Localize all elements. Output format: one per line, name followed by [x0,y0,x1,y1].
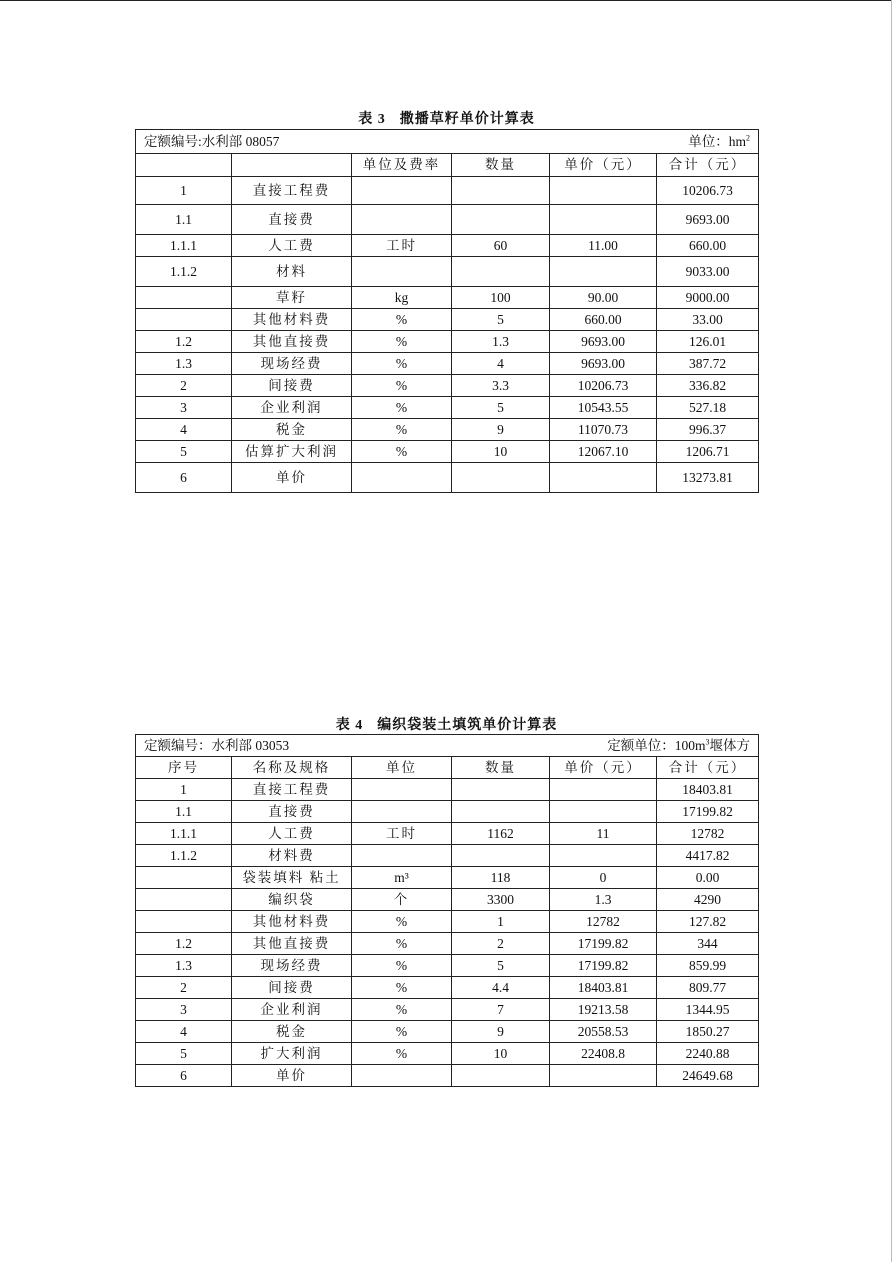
table-cell-col-quantity: 9 [452,419,550,441]
table-cell-col-name: 税金 [232,419,352,441]
table4-title [135,714,758,734]
table-cell-col-unit-price: 11070.73 [550,419,657,441]
table-cell-col-unit-price: 17199.82 [550,955,657,977]
table-cell-col-quantity: 5 [452,955,550,977]
table-cell-col-unit [352,257,452,287]
table-cell-col-total: 10206.73 [657,177,759,205]
table-cell-col-name: 现场经费 [232,353,352,375]
table-cell-col-total: 126.01 [657,331,759,353]
table3-quota-number: 定额编号:水利部 08057 [144,133,280,149]
table-cell-col-total: 9033.00 [657,257,759,287]
table-cell-col-unit: % [352,419,452,441]
table-row [136,911,759,933]
table3-title-text: 撒播草籽单价计算表 [399,112,535,127]
table3-unit-text: 单位：hm [688,133,746,149]
table-cell-col-quantity: 4 [452,353,550,375]
table-cell-col-quantity: 7 [452,999,550,1021]
table-cell-col-quantity: 1 [452,911,550,933]
table-cell-col-name: 扩大利润 [232,1043,352,1065]
table-row [136,801,759,823]
table-row [136,955,759,977]
table-cell-col-unit: % [352,441,452,463]
table-cell-col-unit: 工时 [352,823,452,845]
table-cell-col-index: 6 [136,463,232,493]
table-cell-col-total: 387.72 [657,353,759,375]
table-cell-col-index: 1.2 [136,933,232,955]
table-cell-col-index [136,287,232,309]
table-cell-col-index [136,911,232,933]
table4-header-row [136,757,759,779]
table3-header-col-total: 合计（元） [657,154,759,177]
table-cell-col-unit-price [550,463,657,493]
table-row [136,235,759,257]
table-cell-col-total: 127.82 [657,911,759,933]
table-cell-col-quantity [452,801,550,823]
table-cell-col-total: 4290 [657,889,759,911]
table-cell-col-quantity: 1162 [452,823,550,845]
table-cell-col-quantity: 100 [452,287,550,309]
table4-meta-row [136,735,759,757]
table-cell-col-unit: % [352,911,452,933]
table4-title-number: 表 4 [335,718,364,733]
table4-title-text: 编织袋装土填筑单价计算表 [377,718,558,733]
table4-unit-text: 定额单位：100m [607,737,706,753]
table-cell-col-unit-price: 0 [550,867,657,889]
table-cell-col-quantity: 2 [452,933,550,955]
table-cell-col-index [136,889,232,911]
table-cell-col-index [136,867,232,889]
table-cell-col-total: 809.77 [657,977,759,999]
table-cell-col-name: 单价 [232,463,352,493]
table-cell-col-quantity: 60 [452,235,550,257]
table-cell-col-name: 税金 [232,1021,352,1043]
table-row [136,999,759,1021]
table-row [136,257,759,287]
table-row [136,177,759,205]
table-cell-col-total: 18403.81 [657,779,759,801]
table4 [135,734,759,1087]
table-cell-col-unit-price [550,205,657,235]
table-row [136,1021,759,1043]
table-cell-col-name: 估算扩大利润 [232,441,352,463]
table3 [135,129,759,493]
table-cell-col-index: 2 [136,977,232,999]
table3-header-col-unit: 单位及费率 [352,154,452,177]
table-cell-col-quantity [452,1065,550,1087]
table-cell-col-total: 9693.00 [657,205,759,235]
table-cell-col-unit: % [352,1043,452,1065]
table-cell-col-total: 1850.27 [657,1021,759,1043]
table-cell-col-quantity [452,779,550,801]
table-cell-col-index: 2 [136,375,232,397]
table-cell-col-unit-price: 18403.81 [550,977,657,999]
table-cell-col-quantity [452,205,550,235]
table-cell-col-quantity: 3.3 [452,375,550,397]
table-cell-col-name: 单价 [232,1065,352,1087]
table4-header-col-index: 序号 [136,757,232,779]
table-cell-col-index: 5 [136,1043,232,1065]
table-cell-col-unit-price [550,801,657,823]
table-cell-col-total: 33.00 [657,309,759,331]
table-cell-col-unit: % [352,331,452,353]
table-cell-col-index: 1 [136,779,232,801]
table4-unit-suffix: 堰体方 [709,737,750,753]
table-cell-col-total: 12782 [657,823,759,845]
table-cell-col-name: 人工费 [232,823,352,845]
table-cell-col-quantity: 3300 [452,889,550,911]
table-row [136,397,759,419]
table-cell-col-index: 1.1.1 [136,823,232,845]
table-row [136,441,759,463]
table-cell-col-total: 0.00 [657,867,759,889]
table-cell-col-quantity [452,845,550,867]
table-cell-col-total: 24649.68 [657,1065,759,1087]
table-cell-col-total: 2240.88 [657,1043,759,1065]
table-cell-col-unit: % [352,933,452,955]
table-cell-col-unit-price [550,257,657,287]
table-row [136,977,759,999]
table4-header-col-total: 合计（元） [657,757,759,779]
table-cell-col-name: 现场经费 [232,955,352,977]
table-cell-col-index: 3 [136,397,232,419]
table-cell-col-unit-price: 9693.00 [550,353,657,375]
table-cell-col-total: 660.00 [657,235,759,257]
table-cell-col-unit: % [352,1021,452,1043]
table4-unit [607,739,750,753]
table4-unit-superscript: 3 [705,737,710,747]
table3-header-row [136,154,759,177]
table-row [136,867,759,889]
table-cell-col-unit: % [352,999,452,1021]
table3-meta-row [136,130,759,154]
table-cell-col-unit: m³ [352,867,452,889]
table4-header-col-unit: 单位 [352,757,452,779]
table3-title [135,108,758,128]
table4-header-col-unit-price: 单价（元） [550,757,657,779]
table-row [136,353,759,375]
table-cell-col-name: 其他直接费 [232,933,352,955]
table-cell-col-index: 4 [136,1021,232,1043]
table3-header-col-index [136,154,232,177]
table-row [136,1043,759,1065]
table3-header-col-quantity: 数量 [452,154,550,177]
table-cell-col-name: 间接费 [232,977,352,999]
table-cell-col-index: 1.1.1 [136,235,232,257]
table-cell-col-unit-price: 1.3 [550,889,657,911]
table-cell-col-total: 336.82 [657,375,759,397]
table-row [136,1065,759,1087]
table-cell-col-unit-price: 19213.58 [550,999,657,1021]
table-cell-col-index: 1.2 [136,331,232,353]
table3-header-col-name [232,154,352,177]
table-cell-col-unit-price: 10206.73 [550,375,657,397]
table-cell-col-name: 人工费 [232,235,352,257]
table-cell-col-index [136,309,232,331]
table-row [136,287,759,309]
table-cell-col-name: 其他材料费 [232,911,352,933]
table-cell-col-quantity [452,463,550,493]
table4-quota-number: 定额编号：水利部 03053 [144,737,290,753]
table-cell-col-unit-price: 12782 [550,911,657,933]
table-cell-col-quantity: 118 [452,867,550,889]
table-row [136,205,759,235]
table-cell-col-index: 1.1 [136,801,232,823]
table-cell-col-unit: 工时 [352,235,452,257]
table-cell-col-index: 1.3 [136,353,232,375]
table3-unit [688,135,750,149]
table-cell-col-name: 其他直接费 [232,331,352,353]
table3-unit-superscript: 2 [746,133,750,143]
table4-header-col-name: 名称及规格 [232,757,352,779]
table-row [136,933,759,955]
table-cell-col-index: 1 [136,177,232,205]
table-cell-col-unit: % [352,375,452,397]
table-row [136,845,759,867]
table-cell-col-quantity [452,257,550,287]
table-cell-col-name: 直接费 [232,205,352,235]
table-cell-col-name: 直接费 [232,801,352,823]
table-cell-col-name: 其他材料费 [232,309,352,331]
table-cell-col-quantity: 4.4 [452,977,550,999]
table-cell-col-unit-price: 17199.82 [550,933,657,955]
table-cell-col-name: 直接工程费 [232,177,352,205]
table-cell-col-name: 间接费 [232,375,352,397]
table-cell-col-total: 9000.00 [657,287,759,309]
table-cell-col-name: 编织袋 [232,889,352,911]
table-cell-col-unit-price: 12067.10 [550,441,657,463]
table3-meta-cell [136,130,759,154]
table3-header-col-unit-price: 单价（元） [550,154,657,177]
table3-title-number: 表 3 [358,112,386,127]
table-cell-col-unit-price: 660.00 [550,309,657,331]
table-cell-col-total: 13273.81 [657,463,759,493]
table-cell-col-name: 袋装填料 粘土 [232,867,352,889]
table-cell-col-total: 344 [657,933,759,955]
table-row [136,375,759,397]
table-cell-col-name: 草籽 [232,287,352,309]
table-cell-col-quantity: 5 [452,397,550,419]
table-cell-col-unit-price [550,779,657,801]
table-cell-col-unit: % [352,955,452,977]
table-cell-col-quantity: 5 [452,309,550,331]
table-cell-col-total: 859.99 [657,955,759,977]
table-cell-col-quantity: 10 [452,1043,550,1065]
table-cell-col-index: 1.1.2 [136,845,232,867]
table-cell-col-index: 3 [136,999,232,1021]
table-cell-col-unit [352,779,452,801]
table-cell-col-name: 材料费 [232,845,352,867]
table-row [136,419,759,441]
table-cell-col-unit-price: 11.00 [550,235,657,257]
table-cell-col-unit [352,845,452,867]
table-cell-col-total: 996.37 [657,419,759,441]
table-cell-col-unit: % [352,353,452,375]
table-cell-col-unit-price: 22408.8 [550,1043,657,1065]
table-cell-col-unit [352,1065,452,1087]
table-cell-col-total: 1206.71 [657,441,759,463]
table4-meta-cell [136,735,759,757]
table-cell-col-unit-price: 10543.55 [550,397,657,419]
table-row [136,331,759,353]
table-cell-col-unit: kg [352,287,452,309]
table-cell-col-index: 4 [136,419,232,441]
table-cell-col-index: 5 [136,441,232,463]
table-cell-col-unit-price: 90.00 [550,287,657,309]
table-cell-col-name: 企业利润 [232,397,352,419]
table-cell-col-quantity [452,177,550,205]
table-row [136,889,759,911]
table-cell-col-index: 1.1.2 [136,257,232,287]
table-cell-col-index: 6 [136,1065,232,1087]
table-cell-col-name: 材料 [232,257,352,287]
table-cell-col-quantity: 9 [452,1021,550,1043]
table-row [136,309,759,331]
table-cell-col-unit-price: 11 [550,823,657,845]
table-cell-col-unit: % [352,397,452,419]
table-cell-col-unit: 个 [352,889,452,911]
table-cell-col-unit [352,463,452,493]
table-cell-col-quantity: 10 [452,441,550,463]
table-cell-col-index: 1.1 [136,205,232,235]
table-row [136,823,759,845]
table-row [136,779,759,801]
table-cell-col-name: 企业利润 [232,999,352,1021]
table-row [136,463,759,493]
table-cell-col-unit-price [550,845,657,867]
table-cell-col-total: 1344.95 [657,999,759,1021]
table-cell-col-quantity: 1.3 [452,331,550,353]
table-cell-col-total: 17199.82 [657,801,759,823]
table-cell-col-total: 4417.82 [657,845,759,867]
table-cell-col-total: 527.18 [657,397,759,419]
table-cell-col-unit [352,177,452,205]
table-cell-col-unit-price: 20558.53 [550,1021,657,1043]
table-cell-col-name: 直接工程费 [232,779,352,801]
table-cell-col-unit-price [550,1065,657,1087]
table-cell-col-index: 1.3 [136,955,232,977]
table-cell-col-unit [352,205,452,235]
table-cell-col-unit: % [352,309,452,331]
table-cell-col-unit: % [352,977,452,999]
table4-header-col-quantity: 数量 [452,757,550,779]
table-cell-col-unit-price: 9693.00 [550,331,657,353]
page-top-border [0,0,892,1]
table-cell-col-unit-price [550,177,657,205]
table-cell-col-unit [352,801,452,823]
